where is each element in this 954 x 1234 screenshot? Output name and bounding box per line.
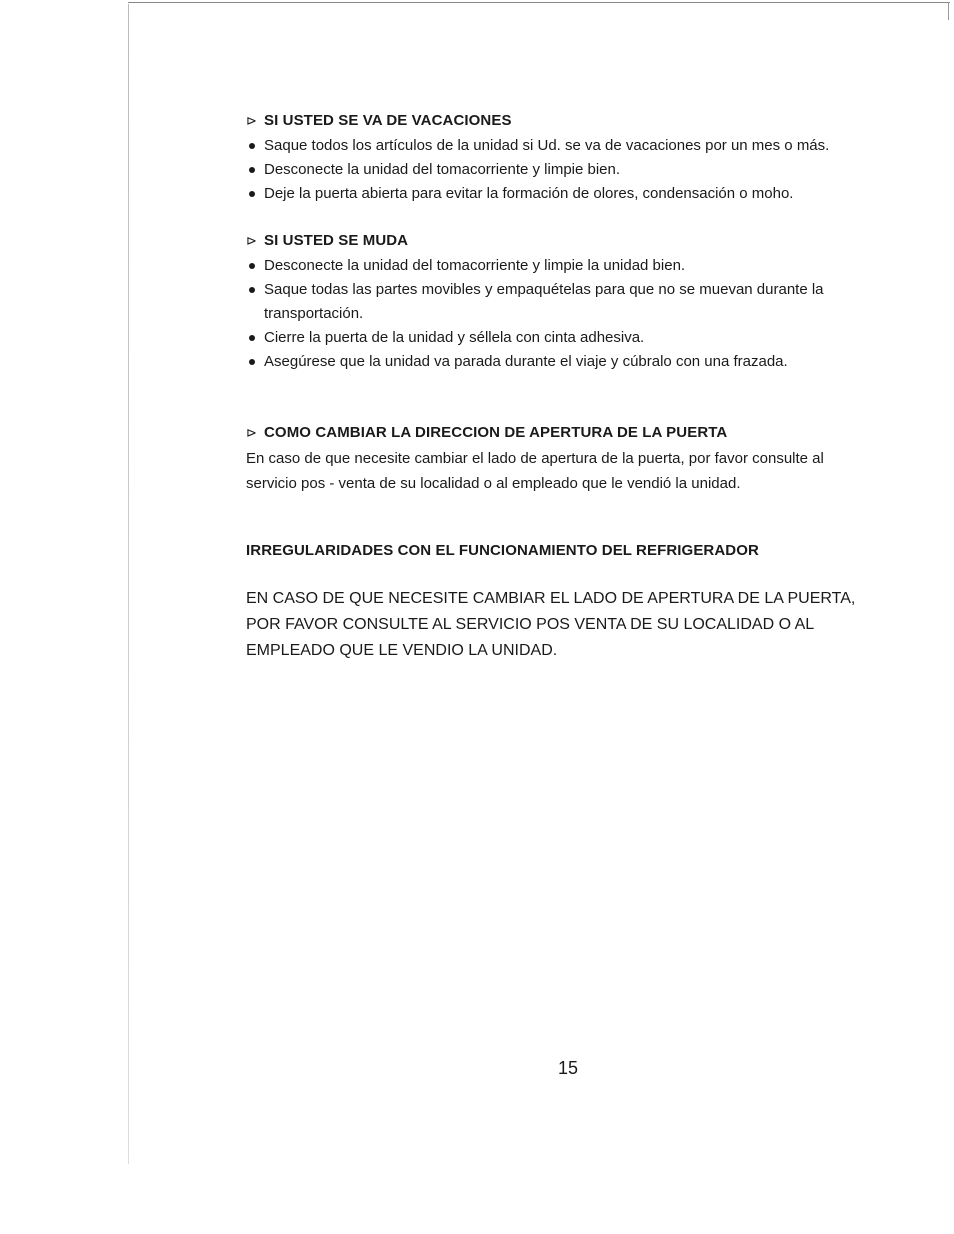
section-heading-text: IRREGULARIDADES CON EL FUNCIONAMIENTO DEL REFRIGERADOR: [246, 542, 759, 559]
section-paragraph: En caso de que necesite cambiar el lado de apertura de la puerta, por favor consulte al servicio pos - venta de su localidad o al empleado que le vendió la unidad.: [246, 450, 824, 492]
bullet-list: [246, 254, 878, 374]
list-item-text: Saque todas las partes movibles y empaquételas para que no se muevan durante la transportación.: [264, 281, 824, 322]
page-number: 15: [558, 1058, 579, 1078]
list-item: [246, 278, 878, 326]
section-heading-text: COMO CAMBIAR LA DIRECCION DE APERTURA DE LA PUERTA: [264, 424, 728, 441]
section-vacaciones: [246, 110, 878, 206]
list-item-text: Desconecte la unidad del tomacorriente y limpie bien.: [264, 161, 621, 178]
section-mudanza: [246, 230, 878, 374]
list-item-text: Saque todos los artículos de la unidad si Ud. se va de vacaciones por un mes o más.: [264, 137, 830, 154]
section-paragraph: EN CASO DE QUE NECESITE CAMBIAR EL LADO DE APERTURA DE LA PUERTA, POR FAVOR CONSULTE AL SERVICIO POS VENTA DE SU LOCALIDAD O AL EMPLEADO QUE LE VENDIO LA UNIDAD.: [246, 590, 856, 659]
bullet-dot-icon: [249, 167, 255, 173]
section-cambiar-puerta: [246, 422, 878, 496]
section-heading: [246, 230, 878, 252]
list-item: [246, 134, 878, 158]
bullet-dot-icon: [249, 143, 255, 149]
section-irregularidades: [246, 540, 878, 664]
page-top-border: [128, 2, 950, 3]
list-item: [246, 326, 878, 350]
bullet-dot-icon: [249, 287, 255, 293]
bullet-dot-icon: [249, 191, 255, 197]
list-item: [246, 182, 878, 206]
document-body: [246, 110, 878, 664]
list-item-text: Asegúrese que la unidad va parada durante el viaje y cúbralo con una frazada.: [264, 353, 788, 370]
bullet-dot-icon: [249, 263, 255, 269]
list-item-text: Cierre la puerta de la unidad y séllela con cinta adhesiva.: [264, 329, 645, 346]
list-item-text: Desconecte la unidad del tomacorriente y limpie la unidad bien.: [264, 257, 686, 274]
page-binding-edge: [128, 4, 129, 1164]
section-heading-text: SI USTED SE VA DE VACACIONES: [264, 112, 512, 129]
bullet-list: [246, 134, 878, 206]
section-heading: [246, 110, 878, 132]
list-item: [246, 350, 878, 374]
bullet-dot-icon: [249, 335, 255, 341]
list-item-text: Deje la puerta abierta para evitar la formación de olores, condensación o moho.: [264, 185, 794, 202]
section-heading-text: SI USTED SE MUDA: [264, 232, 409, 249]
arrow-right-icon: ⊳: [246, 425, 257, 440]
arrow-right-icon: ⊳: [246, 113, 257, 128]
section-heading: [246, 422, 878, 444]
arrow-right-icon: ⊳: [246, 233, 257, 248]
bullet-dot-icon: [249, 359, 255, 365]
list-item: [246, 254, 878, 278]
page-corner-mark: [948, 2, 949, 20]
list-item: [246, 158, 878, 182]
